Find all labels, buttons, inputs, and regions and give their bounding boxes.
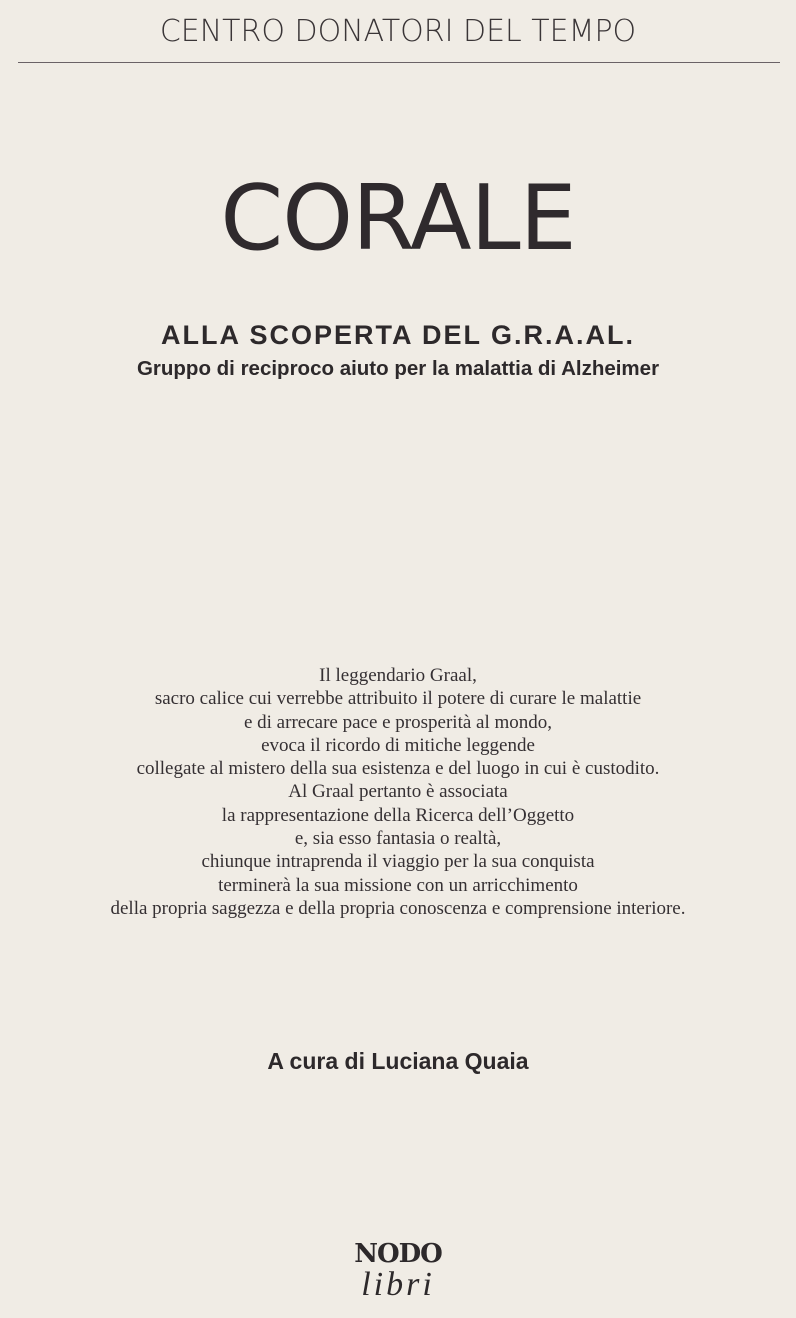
book-title: CORALE [220, 166, 576, 271]
epigraph-line: della propria saggezza e della propria conoscenza e comprensione interiore. [110, 897, 686, 919]
epigraph-line: terminerà la sua missione con un arricchimento [218, 874, 578, 896]
organization-header: CENTRO DONATORI DEL TEMPO [159, 14, 637, 49]
editor-credit: A cura di Luciana Quaia [267, 1048, 529, 1074]
epigraph-line: collegate al mistero della sua esistenza e del luogo in cui è custodito. [136, 758, 660, 780]
publisher-logo-nodo: NODO [354, 1239, 442, 1269]
epigraph-line: e, sia esso fantasia o realtà, [294, 828, 502, 850]
epigraph [0, 664, 796, 920]
epigraph-line: e di arrecare pace e prosperità al mondo, [243, 711, 553, 733]
epigraph-line: chiunque intraprenda il viaggio per la sua conquista [201, 851, 595, 873]
epigraph-line: la rappresentazione della Ricerca dell’Oggetto [221, 804, 575, 826]
subtitle-expansion: Gruppo di reciproco aiuto per la malattia di Alzheimer [136, 357, 660, 380]
header-divider [18, 62, 780, 63]
epigraph-line: Il leggendario Graal, [319, 665, 477, 686]
epigraph-line: Al Graal pertanto è associata [288, 781, 508, 803]
publisher-logo-libri: libri [361, 1266, 435, 1303]
book-subtitle: ALLA SCOPERTA DEL G.R.A.AL. [160, 320, 635, 350]
epigraph-line: evoca il ricordo di mitiche leggende [261, 734, 535, 756]
epigraph-line: sacro calice cui verrebbe attribuito il potere di curare le malattie [154, 688, 642, 710]
